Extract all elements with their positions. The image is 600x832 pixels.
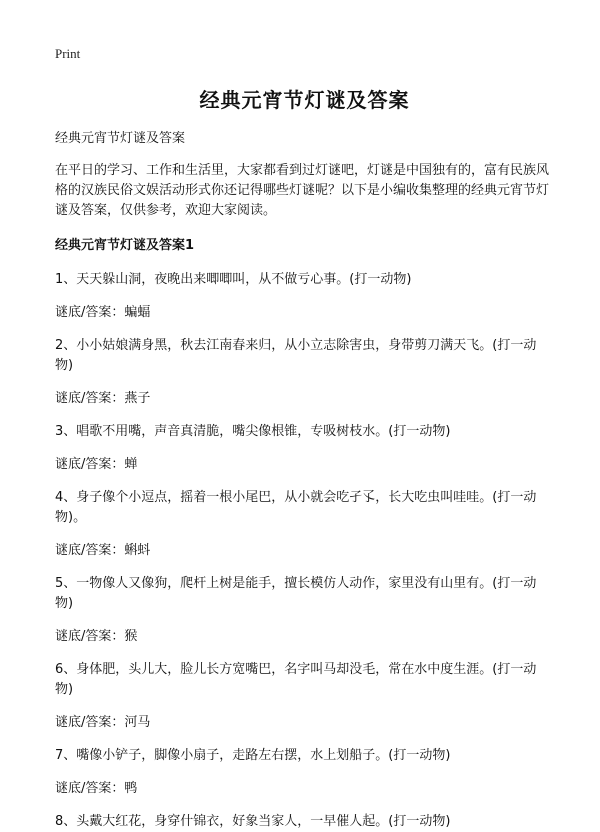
riddle-answer: 谜底/答案：蝙蝠	[55, 305, 151, 320]
riddle-question: 3、唱歌不用嘴，声音真清脆，嘴尖像根锥，专吸树枝水。(打一动物)	[55, 424, 451, 439]
riddle-question: 4、身子像个小逗点，摇着一根小尾巴，从小就会吃孑孓，长大吃虫叫哇哇。(打一动物)。	[55, 490, 537, 525]
riddle-answer: 谜底/答案：蝌蚪	[55, 543, 151, 558]
riddle-answer: 谜底/答案：河马	[55, 715, 151, 730]
document-subtitle: 经典元宵节灯谜及答案	[55, 131, 186, 146]
riddle-answer: 谜底/答案：鸭	[55, 781, 138, 796]
page-title: 经典元宵节灯谜及答案	[199, 88, 410, 112]
riddle-question: 8、头戴大红花，身穿什锦衣，好象当家人，一早催人起。(打一动物)	[55, 814, 451, 829]
riddle-question: 1、天天躲山洞，夜晚出来唧唧叫，从不做亏心事。(打一动物)	[55, 272, 412, 287]
section-heading: 经典元宵节灯谜及答案1	[55, 238, 195, 253]
print-link[interactable]: Print	[55, 46, 81, 61]
riddle-answer: 谜底/答案：蝉	[55, 457, 138, 472]
riddle-question: 5、一物像人又像狗，爬杆上树是能手，擅长模仿人动作，家里没有山里有。(打一动物)	[55, 576, 537, 611]
riddle-question: 2、小小姑娘满身黑，秋去江南春来归，从小立志除害虫，身带剪刀满天飞。(打一动物)	[55, 338, 537, 373]
intro-paragraph: 在平日的学习、工作和生活里，大家都看到过灯谜吧，灯谜是中国独有的，富有民族风格的汉族民俗文娱活动形式你还记得哪些灯谜呢？以下是小编收集整理的经典元宵节灯谜及答案，仅供参考，欢迎大家阅读。	[55, 163, 550, 218]
riddle-question: 7、嘴像小铲子，脚像小扇子，走路左右摆，水上划船子。(打一动物)	[55, 748, 451, 763]
riddle-list	[55, 270, 554, 832]
riddle-answer: 谜底/答案：燕子	[55, 391, 151, 406]
riddle-question: 6、身体肥，头儿大，脸儿长方宽嘴巴，名字叫马却没毛，常在水中度生涯。(打一动物)	[55, 662, 537, 697]
riddle-answer: 谜底/答案：猴	[55, 629, 138, 644]
